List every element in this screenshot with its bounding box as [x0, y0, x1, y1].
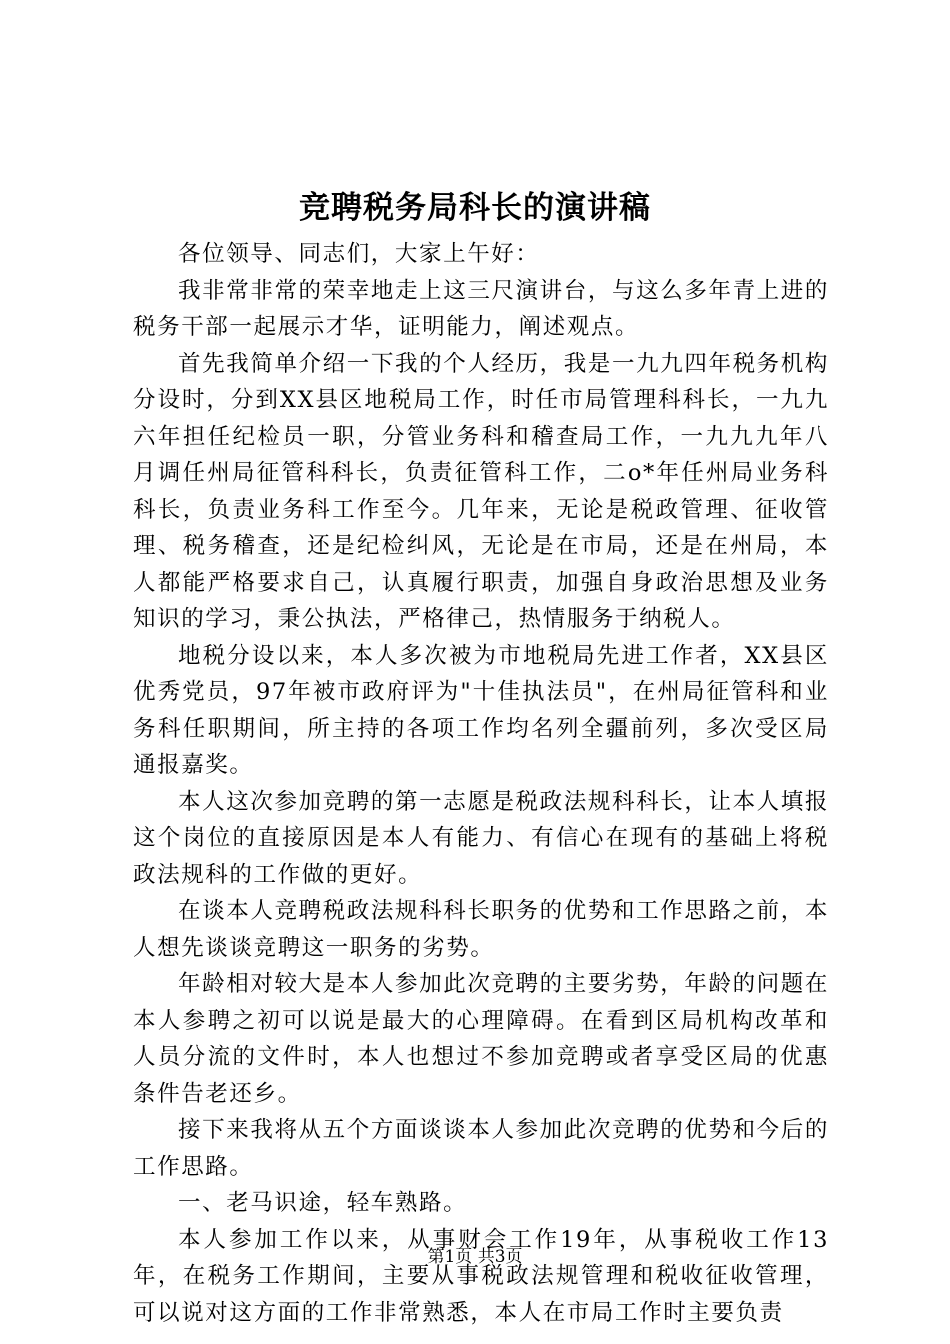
paragraph-greeting: 各位领导、同志们，大家上午好：: [178, 241, 540, 267]
paragraph: 我非常非常的荣幸地走上这三尺演讲台，与这么多年青上进的税务干部一起展示才华，证明能力，阐述观点。: [133, 277, 829, 340]
document-body: [133, 236, 829, 1331]
paragraph: 本人这次参加竞聘的第一志愿是税政法规科科长，让本人填报这个岗位的直接原因是本人有能力、有信心在现有的基础上将税政法规科的工作做的更好。: [133, 788, 829, 888]
paragraph: 本人参加工作以来，从事财会工作19年，从事税收工作13年，在税务工作期间，主要从事税政法规管理和税收征收管理，可以说对这方面的工作非常熟悉，本人在市局工作时主要负责: [133, 1226, 829, 1326]
document-title: 竞聘税务局科长的演讲稿: [299, 190, 651, 226]
paragraph: 首先我简单介绍一下我的个人经历，我是一九九四年税务机构分设时，分到XX县区地税局工作，时任市局管理科科长，一九九六年担任纪检员一职，分管业务科和稽查局工作，一九九九年八月调任州局征管科科长，负责征管科工作，二o*年任州局业务科科长，负责业务科工作至今。几年来，无论是税政管理、征收管理、税务稽查，还是纪检纠风，无论是在市局，还是在州局，本人都能严格要求自己，认真履行职责，加强自身政治思想及业务知识的学习，秉公执法，严格律己，热情服务于纳税人。: [133, 350, 829, 632]
section-heading: 一、老马识途，轻车熟路。: [178, 1190, 468, 1216]
paragraph: 在谈本人竞聘税政法规科科长职务的优势和工作思路之前，本人想先谈谈竞聘这一职务的劣势。: [133, 898, 829, 961]
paragraph: 地税分设以来，本人多次被为市地税局先进工作者，XX县区优秀党员，97年被市政府评为"十佳执法员"，在州局征管科和业务科任职期间，所主持的各项工作均名列全疆前列，多次受区局通报嘉奖。: [133, 642, 829, 778]
paragraph: 接下来我将从五个方面谈谈本人参加此次竞聘的优势和今后的工作思路。: [133, 1117, 829, 1180]
page-footer: 第1页 共3页: [427, 1247, 523, 1267]
paragraph: 年龄相对较大是本人参加此次竞聘的主要劣势，年龄的问题在本人参聘之初可以说是最大的心理障碍。在看到区局机构改革和人员分流的文件时，本人也想过不参加竞聘或者享受区局的优惠条件告老还乡。: [133, 971, 829, 1107]
